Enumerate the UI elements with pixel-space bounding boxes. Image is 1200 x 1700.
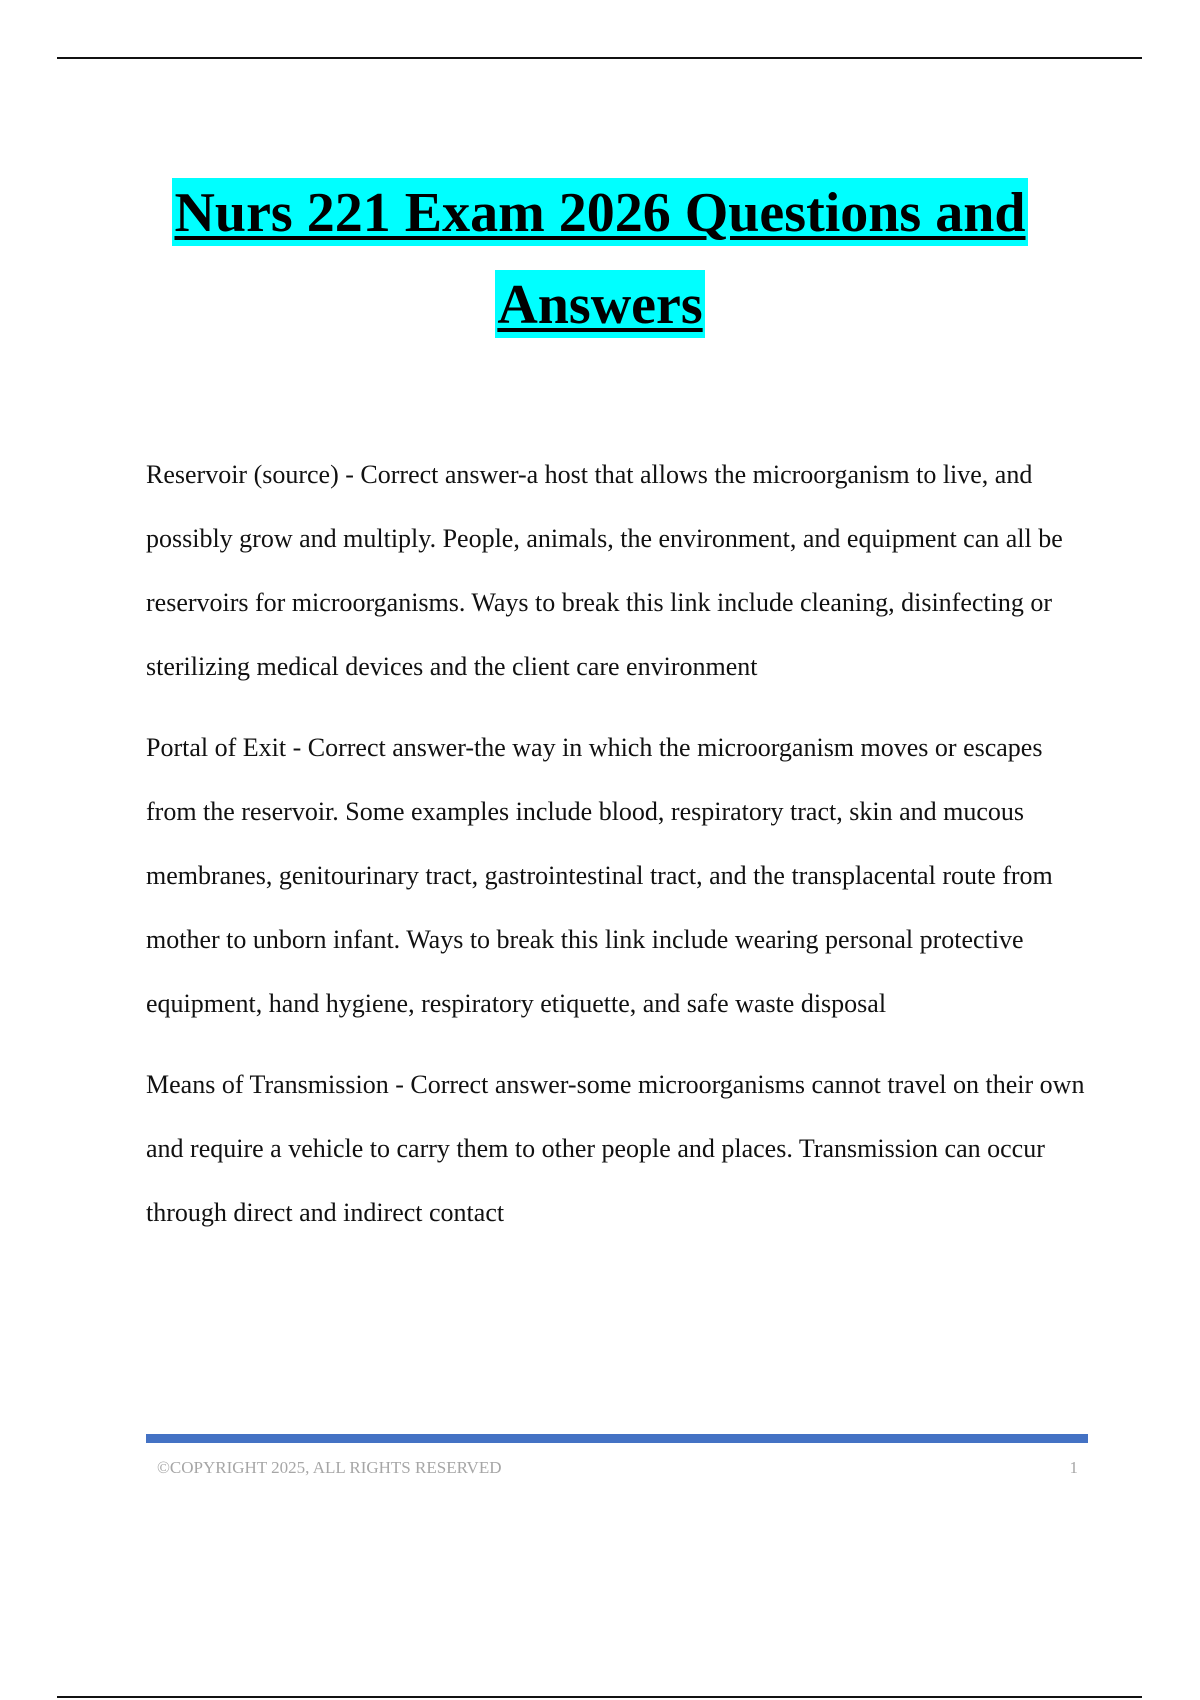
qa-entry-portal-of-exit: Portal of Exit - Correct answer-the way in which the microorganism moves or escapes from the reservoir. Some examples include blood, respiratory tract, skin and mucous membranes, genitourinary tract, gastrointestinal tract, and the transplacental route from mother to unborn infant. Ways to break this link include wearing personal protective equipment, hand hygiene, respiratory etiquette, and safe waste disposal <box>146 733 1053 1018</box>
document-title <box>0 178 1200 362</box>
qa-entry-reservoir: Reservoir (source) - Correct answer-a host that allows the microorganism to live, and possibly grow and multiply. People, animals, the environment, and equipment can all be reservoirs for microorganisms. Ways to break this link include cleaning, disinfecting or sterilizing medical devices and the client care environment <box>146 460 1063 681</box>
document-body <box>146 443 1096 1262</box>
footer-bar <box>146 1434 1088 1443</box>
title-line-1: Nurs 221 Exam 2026 Questions and <box>172 178 1027 246</box>
qa-entry-means-of-transmission: Means of Transmission - Correct answer-some microorganisms cannot travel on their own and require a vehicle to carry them to other people and places. Transmission can occur through direct and indirect contact <box>146 1070 1085 1227</box>
title-line-2: Answers <box>495 270 704 338</box>
page-number: 1 <box>1069 1458 1078 1477</box>
top-rule <box>57 57 1142 59</box>
bottom-rule <box>57 1696 1142 1698</box>
footer-copyright: ©COPYRIGHT 2025, ALL RIGHTS RESERVED <box>157 1458 502 1477</box>
